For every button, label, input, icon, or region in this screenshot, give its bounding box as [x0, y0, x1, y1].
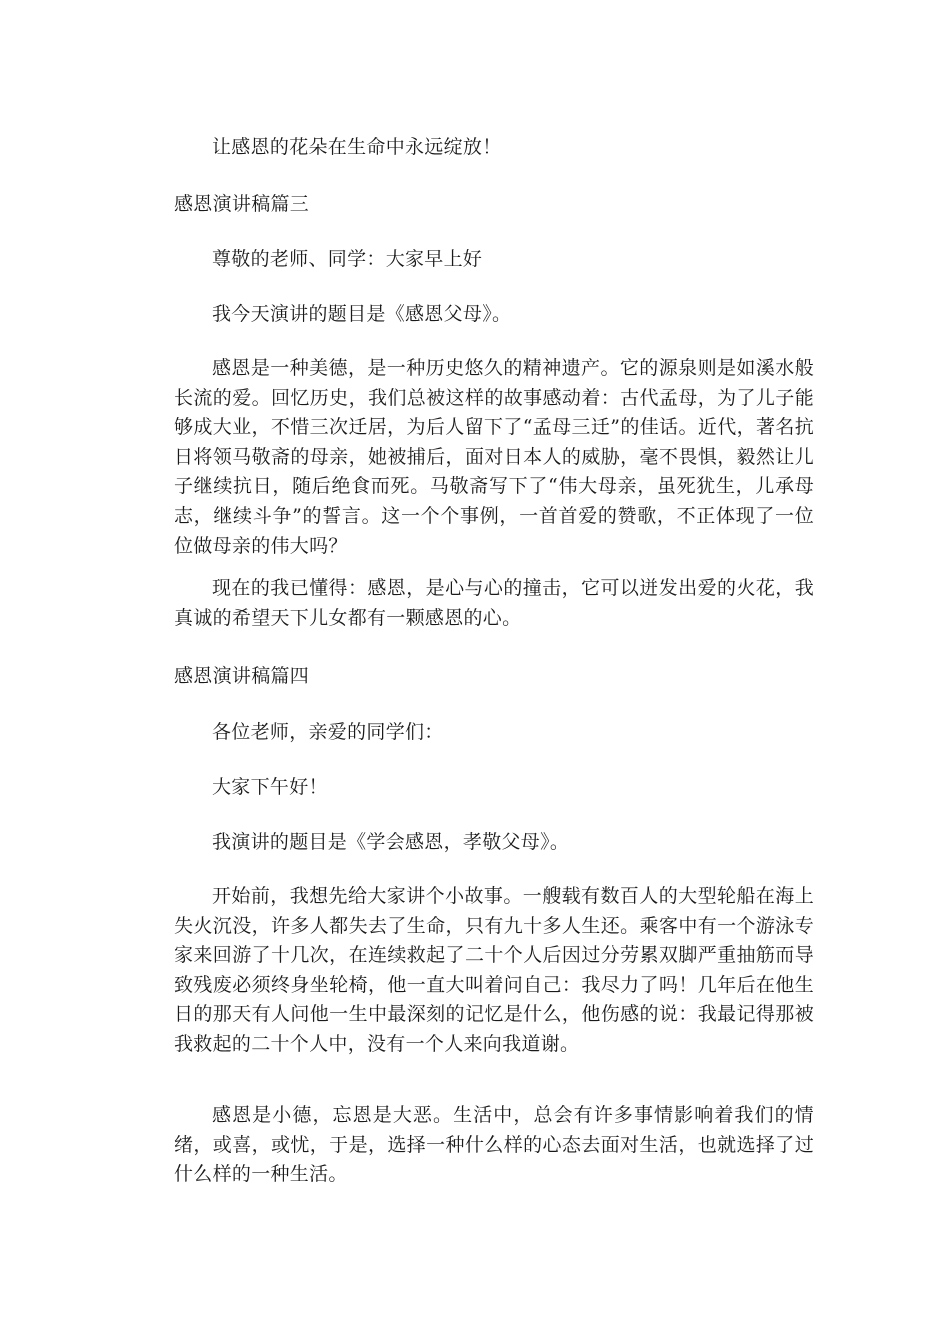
section-heading-3: 感恩演讲稿篇三	[174, 193, 310, 215]
body-paragraph-story: 开始前，我想先给大家讲个小故事。一艘载有数百人的大型轮船在海上失火沉没，许多人都失去了生命，只有九十多人生还。乘客中有一个游泳专家来回游了十几次，在连续救起了二十个人后因过分劳累双脚严重抽筋而导致残废必须终身坐轮椅，他一直大叫着问自己：我尽力了吗！几年后在他生日的那天有人问他一生中最深刻的记忆是什么，他伤感的说：我最记得那被我救起的二十个人中，没有一个人来向我道谢。	[174, 885, 814, 1055]
section-heading-4: 感恩演讲稿篇四	[174, 665, 310, 687]
salutation-paragraph: 尊敬的老师、同学：大家早上好	[212, 248, 483, 270]
greeting-paragraph: 大家下午好！	[212, 776, 328, 798]
body-paragraph-closing-line: 让感恩的花朵在生命中永远绽放！	[212, 136, 502, 158]
speech-title-paragraph: 我今天演讲的题目是《感恩父母》。	[212, 303, 512, 325]
speech-title-paragraph-2: 我演讲的题目是《学会感恩，孝敬父母》。	[212, 831, 570, 853]
salutation-paragraph-2: 各位老师，亲爱的同学们：	[212, 721, 444, 743]
body-paragraph-gratitude-virtue: 感恩是一种美德，是一种历史悠久的精神遗产。它的源泉则是如溪水般长流的爱。回忆历史，我们总被这样的故事感动着：古代孟母，为了儿子能够成大业，不惜三次迁居，为后人留下了“孟母三迁”的佳话。近代，著名抗日将领马敬斋的母亲，她被捕后，面对日本人的威胁，毫不畏惧，毅然让儿子继续抗日，随后绝食而死。马敬斋写下了“伟大母亲，虽死犹生，儿承母志，继续斗争”的誓言。这一个个事例，一首首爱的赞歌，不正体现了一位位做母亲的伟大吗？	[174, 357, 814, 557]
body-paragraph-virtue: 感恩是小德，忘恩是大恶。生活中，总会有许多事情影响着我们的情绪，或喜，或忧，于是，选择一种什么样的心态去面对生活，也就选择了过什么样的一种生活。	[174, 1104, 814, 1186]
body-paragraph-understanding: 现在的我已懂得：感恩，是心与心的撞击，它可以迸发出爱的火花，我真诚的希望天下儿女都有一颗感恩的心。	[174, 577, 814, 629]
